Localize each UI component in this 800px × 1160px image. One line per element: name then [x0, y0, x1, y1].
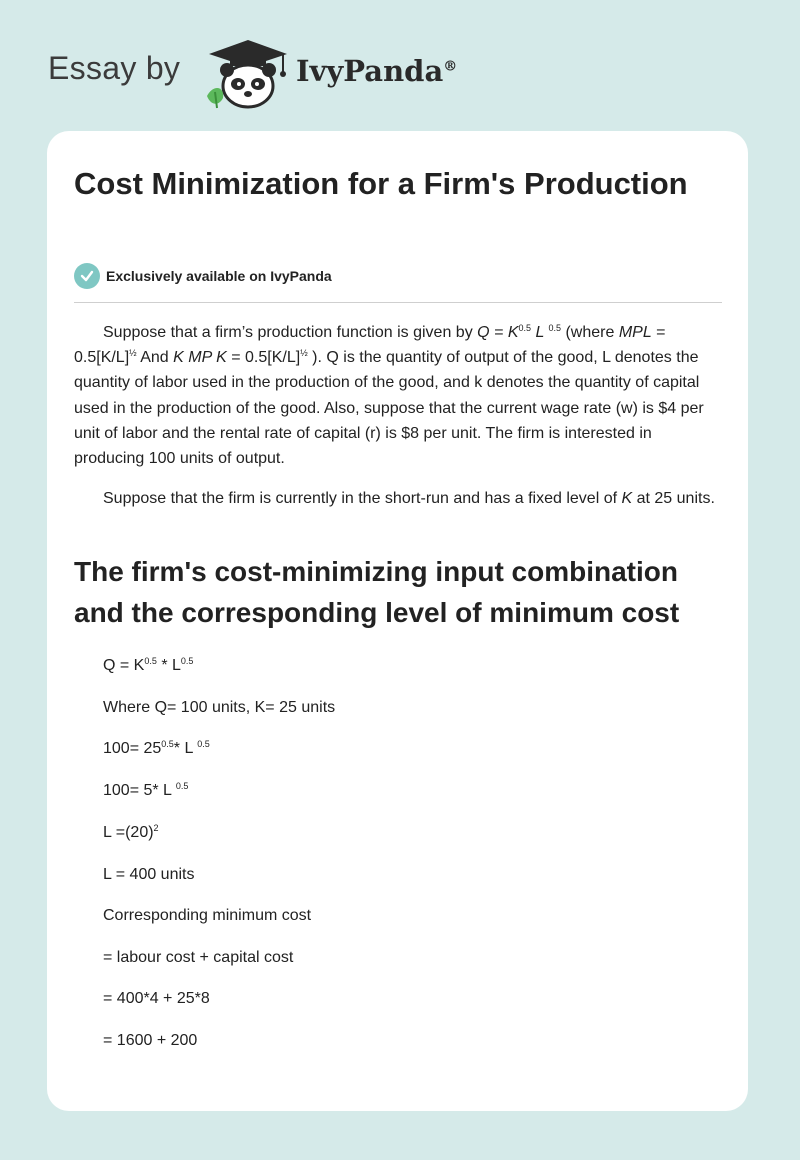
check-icon [74, 263, 100, 289]
site-header [48, 34, 508, 114]
essay-card [47, 131, 748, 1111]
divider [74, 302, 722, 303]
equation-line: = 400*4 + 25*8 [103, 990, 210, 1007]
panda-logo-icon[interactable] [203, 34, 293, 112]
equation-line: = labour cost + capital cost [103, 949, 294, 966]
section-heading: The firm's cost-minimizing input combination and the corresponding level of minimum cost [74, 556, 680, 628]
equation-line: Where Q= 100 units, K= 25 units [103, 699, 336, 716]
equation-line: L = 400 units [103, 866, 195, 883]
equation-line: $Q = K^{0.5} * L^{0.5}$ [103, 656, 194, 674]
essay-by-label: Essay by [48, 50, 181, 86]
equation-line: Corresponding minimum cost [103, 907, 312, 924]
brand-name: IvyPanda® [296, 54, 458, 88]
exclusive-badge [74, 263, 332, 289]
equation-line: = 1600 + 200 [103, 1032, 198, 1049]
paragraph-1: Suppose that a firm’s production function is given by $Q = K^{0.5}$ L $^{0.5}$ (where MPL = $0.5[K/L]^{\frac{1}{2}}$ And K MP $K = 0.5[K/L]^{\frac{1}{2}}$ ). Q is the quantity of output of the good, L denotes the quantity of labor used in the production of the good, and k denotes the quantity of capital used in the production of the good. Also, suppose that the current wage rate (w) is $4 per unit of labor and the rental rate of capital (r) is $8 per unit. The firm is interested in producing 100 units of output. [74, 323, 704, 468]
exclusive-badge-label: Exclusively available on IvyPanda [106, 268, 332, 284]
paragraph-2: Suppose that the firm is currently in the short-run and has a fixed level of K at 25 units. [103, 490, 715, 507]
equation-line: 100= 5* L $^{0.5}$ [103, 781, 189, 799]
equation-line: $100= 25^{0.5}*$ L $^{0.5}$ [103, 739, 210, 757]
equation-line: $L =(20)^2$ [103, 823, 159, 841]
page-title: Cost Minimization for a Firm's Production [74, 166, 688, 201]
